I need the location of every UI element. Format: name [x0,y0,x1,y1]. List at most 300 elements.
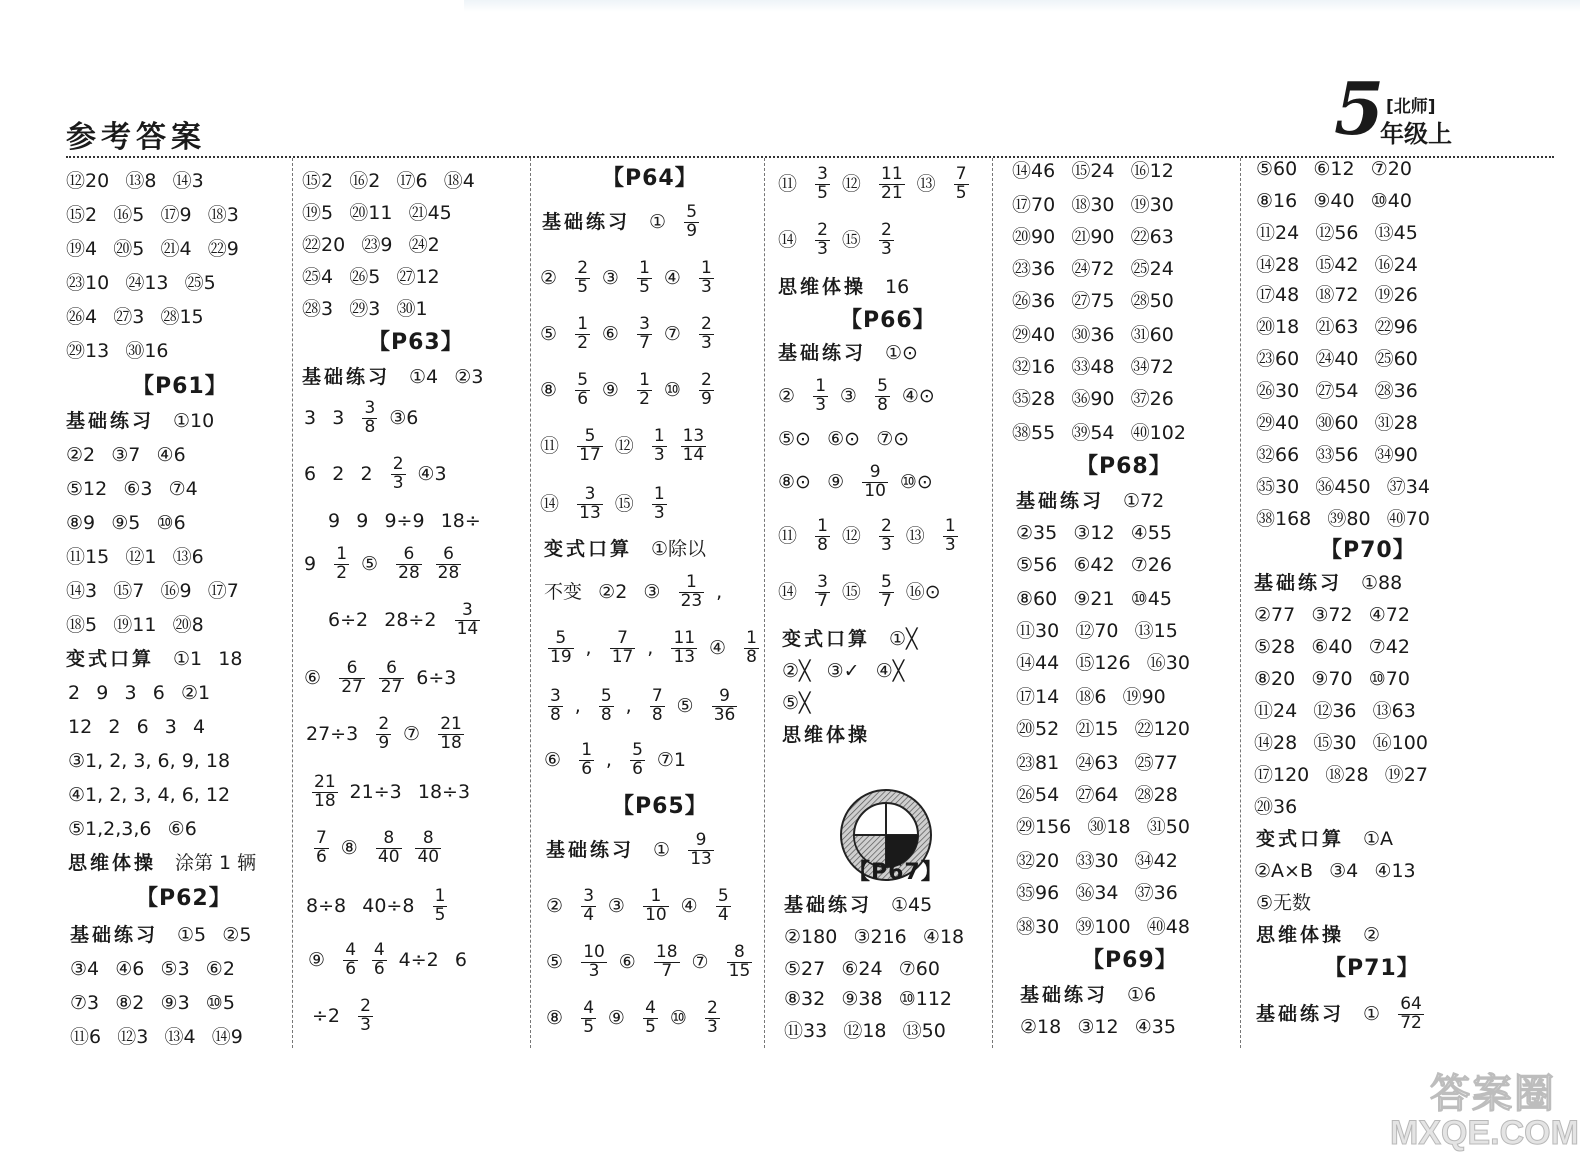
fraction-numerator: 13 [682,426,705,446]
answer-line [1020,1018,1192,1037]
answer-item: ①72 [1123,490,1165,512]
answer-item: ⑲90 [1122,686,1166,708]
answer-item: ⑫20 [66,170,110,192]
fraction-denominator: 2 [336,562,348,583]
answer-item: ⑩6 [156,512,186,534]
answer-item: 6 [152,682,165,704]
answer-line [1256,830,1409,849]
answer-item: ㉚18 [1087,816,1131,838]
answer-item: ㉞42 [1134,850,1178,872]
answer-line [310,774,486,811]
answer-item: ㊵70 [1386,508,1430,530]
answer-line [778,166,980,203]
fraction [875,378,890,415]
answer-item: ①10 [173,410,215,432]
answer-item: 3 [304,406,317,429]
fraction-numerator: 1 [815,376,827,396]
answer-line [1256,414,1434,433]
section-label: 基础练习 [784,894,873,916]
fraction-denominator: 13 [579,502,601,523]
answer-item: ③12 [1077,1016,1119,1038]
answer-item: 12 [68,716,93,738]
fraction-denominator: 5 [817,182,828,203]
fraction-denominator: 3 [653,502,665,523]
fraction-numerator: 18 [655,942,678,962]
answer-line [1016,918,1206,937]
fraction-numerator: 2 [707,998,718,1018]
answer-item: ㉒9 [207,238,239,260]
answer-item: 【P71】 [1324,956,1420,981]
answer-item: ② [1363,924,1381,946]
answer-item: ⑦1 [656,748,686,771]
answer-item: ㉒63 [1130,226,1174,248]
fraction-numerator: 21 [314,772,336,792]
answer-item: ⑫ [841,524,861,547]
fraction-numerator: 1 [679,574,705,593]
answer-line [1016,622,1194,641]
answer-item: , [647,636,654,659]
answer-item: ⑨70 [1311,668,1353,690]
answer-line [302,236,456,255]
fraction-denominator: 8 [600,704,612,725]
answer-item: ④1, 2, 3, 4, 6, 12 [68,784,231,806]
answer-line [1254,734,1444,753]
answer-item: ③1, 2, 3, 6, 9, 18 [68,750,231,772]
answer-item: ㉛28 [1374,412,1418,434]
fraction-numerator: 11 [673,628,696,648]
answer-line [1016,884,1194,903]
fraction [879,518,894,555]
page-heading [848,862,962,884]
answer-item: ㉕77 [1134,752,1178,774]
answer-item: ⑬63 [1372,700,1416,722]
fraction-numerator: 9 [862,464,888,483]
answer-item: ⑧32 [784,988,826,1010]
answer-line [66,582,255,601]
answer-item: ⑦20 [1370,158,1412,180]
fraction-denominator: 3 [588,960,600,981]
answer-line [1254,766,1444,785]
answer-line [546,630,771,667]
answer-line [70,960,251,979]
answer-item: ⑩ [663,378,681,401]
answer-line [782,662,920,681]
fraction [879,166,905,203]
answer-item: ⑤3 [160,958,190,980]
answer-item: ⑧2 [115,992,145,1014]
fraction [581,1000,596,1037]
answer-item: ②1 [180,682,211,704]
answer-line [1016,654,1206,673]
answer-item: ㊴54 [1071,422,1115,444]
answer-item: , [716,580,723,603]
answer-item: ④6 [115,958,145,980]
answer-item: ④6 [156,444,186,466]
answer-item: ⑧⊙ [778,470,811,493]
answer-line [66,172,220,191]
fraction-denominator: 8 [651,704,663,725]
answer-item: ⑭ [778,228,798,251]
answer-item: ㉜16 [1012,356,1056,378]
fraction-denominator: 23 [680,590,703,611]
fraction-numerator: 2 [881,516,892,536]
section-label: 基础练习 [1254,572,1343,594]
answer-item: ㉔13 [125,272,169,294]
fraction-numerator: 1 [643,888,669,907]
fraction-numerator: 5 [577,370,589,390]
answer-item: ⑨5 [111,512,141,534]
answer-item: ⑨38 [841,988,883,1010]
fraction-numerator: 5 [577,428,603,447]
fraction [744,630,759,667]
answer-item: ② [546,894,564,917]
fraction-denominator: 21 [881,182,903,203]
fraction-denominator: 3 [701,332,712,353]
answer-item: ①⊙ [885,342,918,364]
answer-item: 6 [136,716,149,738]
answer-item: ㉔63 [1075,752,1119,774]
fraction-denominator: 6 [577,388,589,409]
answer-item: ⑲4 [66,238,98,260]
answer-item: 涂第 1 辆 [175,852,257,874]
answer-item: ⑤60 [1256,158,1298,180]
fraction-denominator: 3 [817,238,828,259]
answer-item: 【P66】 [840,308,936,333]
answer-item: ② [778,384,796,407]
answer-item: ⑨21 [1073,588,1115,610]
answer-line [1016,818,1206,837]
fraction [436,546,462,583]
answer-item: 【P68】 [1076,454,1172,479]
answer-item: 【P62】 [136,886,232,911]
fraction-denominator: 5 [639,276,650,297]
answer-item: ㉟28 [1012,388,1056,410]
answer-item: ⑦4 [168,478,198,500]
fraction-denominator: 5 [583,1016,595,1037]
answer-item: ⑤ [360,552,378,575]
fraction-numerator: 3 [577,486,603,505]
answer-line [66,274,232,293]
answer-item: ⑱30 [1071,194,1115,216]
answer-item: 6÷2 [328,608,369,631]
fraction [372,942,387,979]
fraction [415,830,441,867]
answer-item: ⑫1 [125,546,157,568]
answer-item: ㊱90 [1071,388,1115,410]
answer-line [1012,326,1190,345]
fraction [610,630,636,667]
fraction [716,888,731,925]
answer-item: ④3 [417,462,447,485]
fraction-denominator: 8 [746,646,757,667]
answer-item: ⑬ [905,524,925,547]
answer-item: ③12 [1073,522,1115,544]
answer-item: ⑤⊙ [778,428,811,450]
answer-line [1256,894,1327,913]
fraction-denominator: 5 [645,1016,656,1037]
section-label: 思维体操 [1256,924,1345,946]
answer-item: ⑥⊙ [827,428,861,450]
answer-item: ⑫18 [843,1020,887,1042]
answer-line [1016,786,1194,805]
answer-item: 3 [332,406,345,429]
fraction-numerator: 2 [577,258,589,278]
fraction-numerator: 1 [639,370,650,390]
fraction [643,888,669,925]
fraction-denominator: 3 [701,276,712,297]
answer-item: ⑧ [540,378,558,401]
fraction-numerator: 2 [378,714,390,734]
fraction-denominator: 2 [577,332,589,353]
fraction-denominator: 18 [314,790,336,811]
answer-line [778,430,925,449]
answer-item: ⑬ [916,172,936,195]
answer-line [1254,574,1418,593]
answer-item: ③216 [853,926,907,948]
fraction-denominator: 27 [341,676,363,697]
fraction [391,456,406,493]
fraction [1398,996,1424,1033]
answer-item: 【P64】 [602,166,698,191]
answer-item: ㉚36 [1071,324,1115,346]
answer-item: ②3 [454,366,484,388]
answer-line [1016,720,1206,739]
answer-item: ⑥ [304,666,322,689]
fraction-denominator: 7 [817,590,828,611]
answer-item: ⑪24 [1254,700,1298,722]
answer-item: ①5 [177,924,207,946]
fraction-numerator: 10 [583,942,605,962]
answer-item: ㉔72 [1071,258,1115,280]
answer-item: ㉒120 [1134,718,1190,740]
answer-item: ⑱6 [1075,686,1107,708]
fraction-denominator: 3 [653,444,665,465]
answer-item: ⑦60 [898,958,940,980]
answer-item: ⑲26 [1374,284,1418,306]
answer-item: ㉑45 [408,202,452,224]
answer-item: ⑮ [614,492,634,515]
answer-item: 6÷3 [416,666,457,689]
answer-line [546,832,726,869]
answer-item: ㉘3 [302,298,334,320]
fraction [575,316,590,353]
fraction-denominator: 10 [645,904,667,925]
section-label: 基础练习 [546,838,635,861]
answer-line [1254,606,1426,625]
answer-item: ㉘28 [1134,784,1178,806]
answer-item: ㉚16 [125,340,169,362]
answer-line [68,854,272,873]
fraction-numerator: 4 [583,998,595,1018]
fraction-denominator: 14 [456,618,479,639]
answer-item: ㉜66 [1256,444,1300,466]
answer-item: ⑮7 [113,580,145,602]
answer-item: ⑨ [827,470,845,493]
answer-item: ㉝48 [1071,356,1115,378]
fraction-numerator: 3 [639,314,650,334]
answer-item: ③ [839,384,857,407]
answer-item: ②77 [1254,604,1296,626]
answer-item: ⑭9 [211,1026,243,1048]
answer-line [1012,260,1190,279]
answer-item: ㉔2 [408,234,440,256]
fraction [688,832,714,869]
fraction-numerator: 1 [653,426,665,446]
answer-item: ⑱4 [443,170,475,192]
answer-line [1016,754,1194,773]
fraction [548,630,574,667]
section-label: 思维体操 [778,276,867,298]
fraction-numerator: 5 [877,376,888,396]
answer-item: ⑰14 [1016,686,1060,708]
answer-item: ⑯5 [113,204,145,226]
answer-item: ⑭46 [1012,160,1056,182]
answer-line [784,990,968,1009]
answer-line [540,372,726,409]
answer-item: 【P67】 [848,860,944,885]
fraction-numerator: 21 [440,714,462,734]
answer-item: ⑧60 [1016,588,1058,610]
answer-item: ⑫70 [1075,620,1119,642]
answer-item: ⑥12 [1313,158,1355,180]
answer-line [302,300,444,319]
answer-line [302,172,491,191]
answer-item: 27÷3 [306,722,359,745]
answer-item: 16 [885,276,910,298]
answer-item: ⑱72 [1315,284,1359,306]
answer-item: ⑱5 [66,614,98,636]
answer-item: ①╳ [889,628,918,650]
answer-item: ㉙13 [66,340,110,362]
fraction-numerator: 2 [392,454,404,474]
answer-item: ⑤1,2,3,6 [68,818,152,840]
page-heading [1076,456,1190,478]
answer-item: ① [1363,1002,1381,1025]
fraction-numerator: 9 [712,688,738,707]
answer-item: ㉓10 [66,272,110,294]
answer-item: ⑫36 [1313,700,1357,722]
answer-item: ③6 [389,406,419,429]
answer-line [1016,590,1188,609]
fraction [684,204,699,241]
answer-item: ⑮2 [302,170,334,192]
answer-item: ⑧9 [66,512,96,534]
fraction [815,222,830,259]
fraction-denominator: 3 [707,1016,718,1037]
answer-line [546,1000,732,1037]
answer-item: ÷2 [312,1004,341,1027]
fraction [376,830,402,867]
answer-line [1256,996,1436,1033]
answer-item: ⑭ [540,492,560,515]
fraction-numerator: 1 [701,258,712,278]
answer-item: ④⊙ [901,384,935,407]
answer-item: ⑳36 [1254,796,1298,818]
answer-line [1256,286,1434,305]
fraction [650,688,665,725]
answer-line [1016,852,1194,871]
edition-label: [北师] [1386,97,1436,117]
answer-item: ⑯12 [1130,160,1174,182]
answer-line [66,548,220,567]
fraction-numerator: 6 [379,660,405,679]
answer-item: ⑮30 [1313,732,1357,754]
answer-line [542,204,711,241]
answer-item: ⑩40 [1370,190,1412,212]
answer-item: ㉓81 [1016,752,1060,774]
answer-item: ㉑15 [1075,718,1119,740]
fraction-denominator: 36 [713,704,736,725]
answer-item: ㉕4 [302,266,334,288]
fraction [815,518,830,555]
answer-item: ㉛60 [1130,324,1174,346]
answer-item: ㊴100 [1075,916,1131,938]
answer-item: ⑥42 [1073,554,1115,576]
fraction [312,774,338,811]
fraction [314,830,329,867]
answer-item: ⑥3 [123,478,153,500]
fraction-denominator: 72 [1400,1012,1422,1033]
answer-item: ⑩70 [1368,668,1410,690]
answer-item: ④ [663,266,681,289]
fraction-numerator: 1 [434,886,446,906]
grade-label: 年级上 [1380,120,1452,148]
page-heading [1324,958,1438,980]
answer-line [1012,162,1190,181]
answer-item: ㉖5 [349,266,381,288]
answer-item: , [625,694,632,717]
answer-item: ⑧16 [1256,190,1298,212]
answer-item: ④18 [922,926,965,948]
answer-line [1016,524,1188,543]
answer-item: 【P61】 [132,374,228,399]
answer-item: ②╳ [782,660,811,682]
answer-item: ⑰120 [1254,764,1310,786]
answer-item: ⑬6 [172,546,204,568]
fraction-numerator: 6 [339,660,365,679]
answer-item: 3 [124,682,137,704]
answer-item: ⑨3 [160,992,190,1014]
answer-item: ③ [643,580,661,603]
fraction [433,888,448,925]
section-label: 基础练习 [70,924,159,946]
fraction-numerator: 1 [944,516,956,536]
answer-line [778,518,970,555]
fraction [637,316,652,353]
fraction-numerator: 1 [581,740,593,760]
answer-line [1254,702,1432,721]
answer-item: 2 [360,462,373,485]
fraction-denominator: 17 [611,646,634,667]
fraction [699,260,714,297]
fraction-numerator: 1 [336,544,348,564]
fraction-denominator: 13 [673,646,696,667]
answer-line [784,1022,962,1041]
answer-line [778,378,951,415]
answer-line [540,486,679,523]
answer-line [778,278,925,297]
fraction-denominator: 9 [686,220,698,241]
answer-item: ⑦3 [70,992,100,1014]
answer-item: 4÷2 [398,948,439,971]
answer-line [1256,192,1428,211]
fraction [396,546,422,583]
answer-item: 2 [332,462,345,485]
watermark [1390,1062,1579,1162]
answer-line [70,926,268,945]
page-title: 参考答案 [66,120,206,155]
answer-line [68,786,246,805]
